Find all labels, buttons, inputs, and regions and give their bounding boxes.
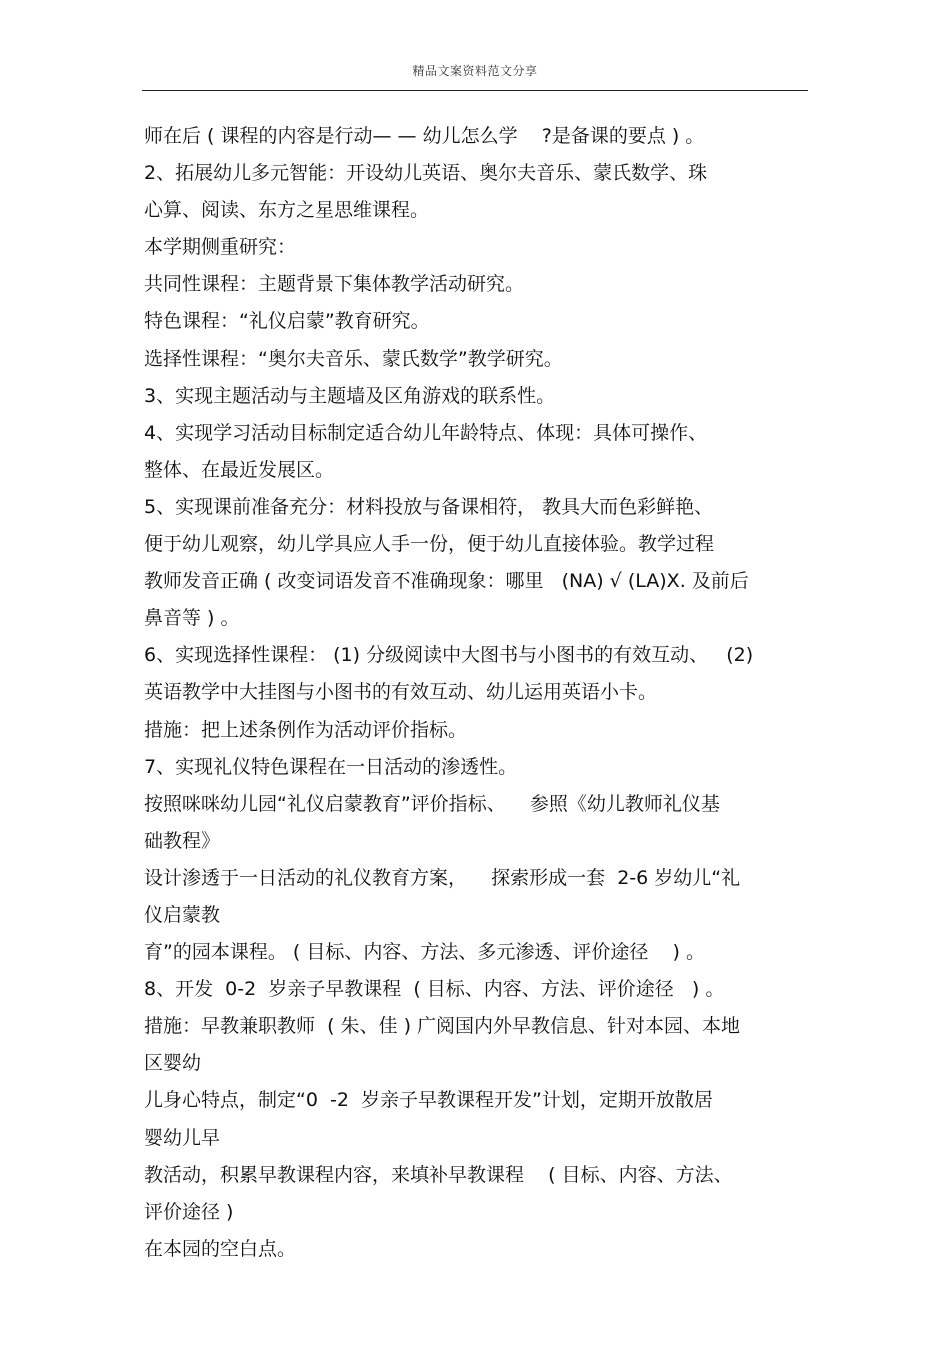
text-line: 措施：把上述条例作为活动评价指标。 (144, 718, 468, 741)
text-line: 3、实现主题活动与主题墙及区角游戏的联系性。 (144, 384, 556, 407)
text-line: 教活动，积累早教课程内容，来填补早教课程 ( 目标、内容、方法、 (144, 1163, 733, 1186)
text-line: 师在后 ( 课程的内容是行动— — 幼儿怎么学 ?是备课的要点 ) 。 (144, 125, 705, 147)
text-line: 8、开发 0-2 岁亲子早教课程 ( 目标、内容、方法、评价途径 ) 。 (144, 978, 725, 1001)
text-line: 心算、阅读、东方之星思维课程。 (144, 199, 430, 222)
text-line: 便于幼儿观察，幼儿学具应人手一份，便于幼儿直接体验。教学过程 (144, 533, 715, 556)
text-line: 设计渗透于一日活动的礼仪教育方案， 探索形成一套 2-6 岁幼儿“礼 (144, 866, 741, 889)
text-line: 英语教学中大挂图与小图书的有效互动、幼儿运用英语小卡。 (144, 681, 658, 704)
text-line: 共同性课程：主题背景下集体教学活动研究。 (144, 273, 525, 296)
text-line: 按照咪咪幼儿园“礼仪启蒙教育”评价指标、 参照《幼儿教师礼仪基 (144, 792, 720, 815)
text-line: 6、实现选择性课程： (1) 分级阅读中大图书与小图书的有效互动、 (2) (144, 644, 754, 667)
text-line: 鼻音等 ) 。 (144, 607, 240, 630)
text-line: 评价途径 ) (144, 1200, 234, 1223)
text-line: 仪启蒙教 (144, 903, 221, 926)
text-line: 育”的园本课程。 ( 目标、内容、方法、多元渗透、评价途径 ) 。 (144, 941, 705, 964)
page-header: 精品文案资料范文分享 (412, 64, 538, 78)
header-divider (142, 90, 808, 91)
text-line: 2、拓展幼儿多元智能：开设幼儿英语、奥尔夫音乐、蒙氏数学、珠 (144, 162, 708, 185)
text-line: 儿身心特点，制定“0 -2 岁亲子早教课程开发”计划，定期开放散居 (144, 1089, 713, 1112)
text-line: 措施：早教兼职教师 ( 朱、佳 ) 广阅国内外早教信息、针对本园、本地 (144, 1015, 741, 1038)
text-line: 本学期侧重研究： (144, 236, 297, 259)
text-line: 5、实现课前准备充分：材料投放与备课相符， 教具大而色彩鲜艳、 (144, 495, 714, 518)
text-line: 在本园的空白点。 (144, 1237, 297, 1260)
text-line: 特色课程：“礼仪启蒙”教育研究。 (144, 310, 430, 333)
text-line: 础教程》 (144, 829, 221, 852)
text-line: 整体、在最近发展区。 (144, 458, 335, 481)
text-line: 选择性课程：“奥尔夫音乐、蒙氏数学”教学研究。 (144, 347, 563, 370)
text-line: 教师发音正确 ( 改变词语发音不准确现象：哪里 (NA) √ (LA)X. 及前后 (144, 570, 749, 593)
text-line: 区婴幼 (144, 1052, 202, 1075)
text-line: 4、实现学习活动目标制定适合幼儿年龄特点、体现：具体可操作、 (144, 421, 708, 444)
document-body (144, 118, 814, 1268)
text-line: 7、实现礼仪特色课程在一日活动的渗透性。 (144, 755, 518, 778)
text-line: 婴幼儿早 (144, 1126, 221, 1149)
